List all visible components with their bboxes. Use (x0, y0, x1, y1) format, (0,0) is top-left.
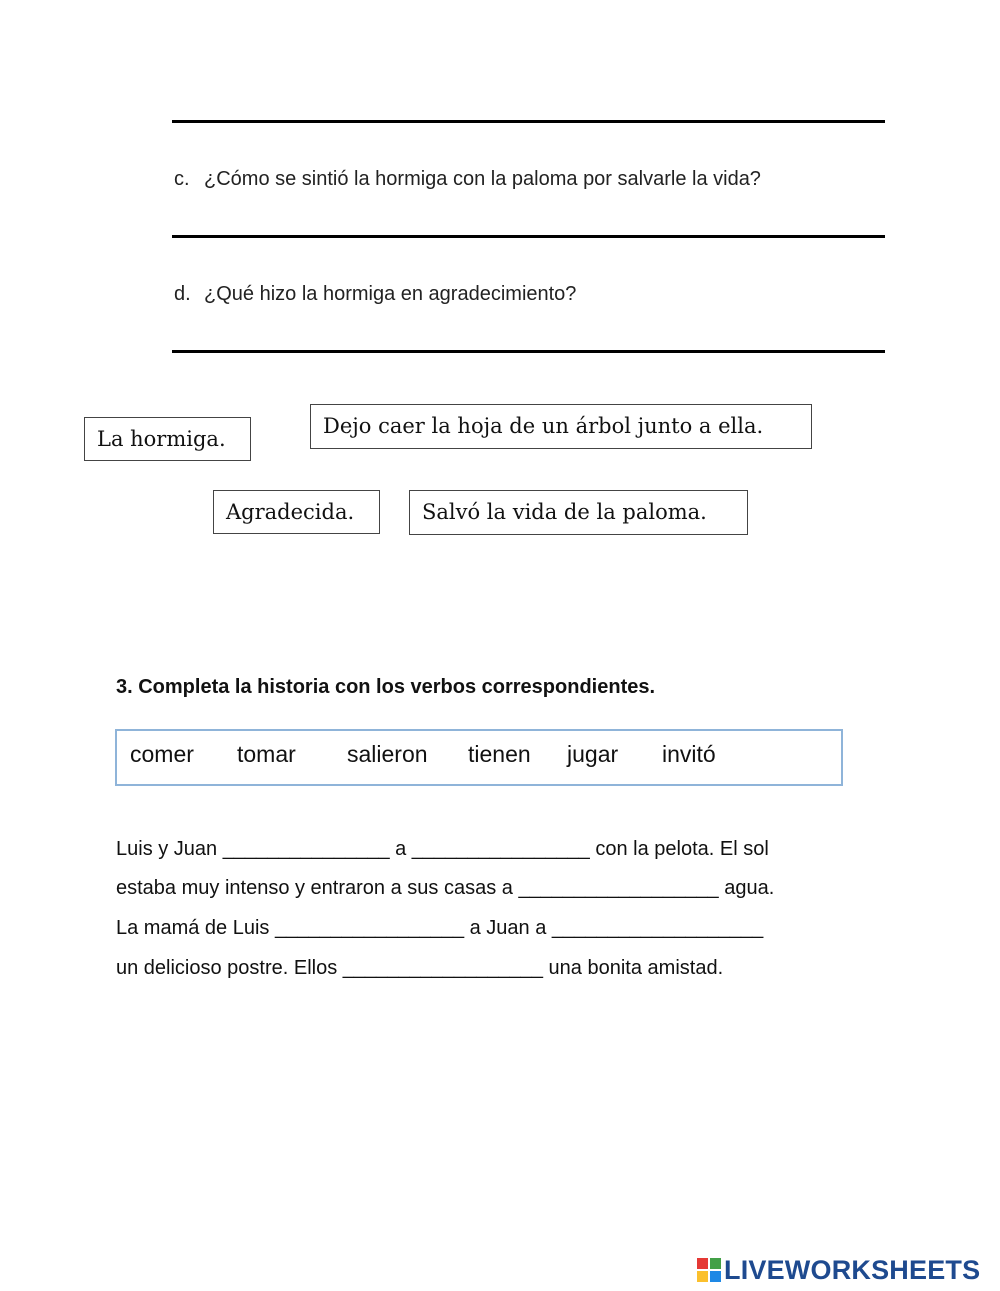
story-line[interactable]: estaba muy intenso y entraron a sus casas a __________________ agua. (116, 877, 775, 899)
word-bank-item: tienen (468, 741, 531, 767)
drag-answer-box[interactable]: Agradecida. (213, 490, 380, 534)
logo-block (697, 1258, 708, 1269)
word-bank-item: tomar (237, 741, 296, 767)
story-line[interactable]: un delicioso postre. Ellos __________________ una bonita amistad. (116, 957, 724, 979)
word-bank-item: comer (130, 741, 194, 767)
logo-block (710, 1258, 721, 1269)
question-d (174, 283, 576, 306)
word-bank-item: jugar (567, 741, 619, 767)
word-bank (115, 729, 843, 786)
question-c (174, 168, 761, 191)
word-bank-item: invitó (662, 741, 716, 767)
drag-answer-box[interactable]: La hormiga. (84, 417, 251, 461)
answer-line-d[interactable] (172, 350, 885, 353)
answer-line-c[interactable] (172, 235, 885, 238)
drag-answer-box[interactable]: Salvó la vida de la paloma. (409, 490, 748, 535)
question-c-text: ¿Cómo se sintió la hormiga con la paloma por salvarle la vida? (204, 168, 761, 190)
logo-block (697, 1271, 708, 1282)
question-d-letter: d. (174, 283, 191, 305)
question-c-letter: c. (174, 168, 190, 190)
answer-line-b (172, 120, 885, 123)
logo-text: LIVEWORKSHEETS (724, 1254, 981, 1285)
word-bank-item: salieron (347, 741, 428, 767)
story-line[interactable]: Luis y Juan _______________ a ________________ con la pelota. El sol (116, 838, 769, 860)
question-d-text: ¿Qué hizo la hormiga en agradecimiento? (204, 283, 577, 305)
logo-block (710, 1271, 721, 1282)
logo-blocks-icon (697, 1258, 721, 1282)
drag-answer-box[interactable]: Dejo caer la hoja de un árbol junto a ella. (310, 404, 812, 449)
liveworksheets-logo (697, 1254, 980, 1286)
section-3-title: 3. Completa la historia con los verbos correspondientes. (116, 676, 656, 698)
story-line[interactable]: La mamá de Luis _________________ a Juan a ___________________ (116, 917, 764, 939)
